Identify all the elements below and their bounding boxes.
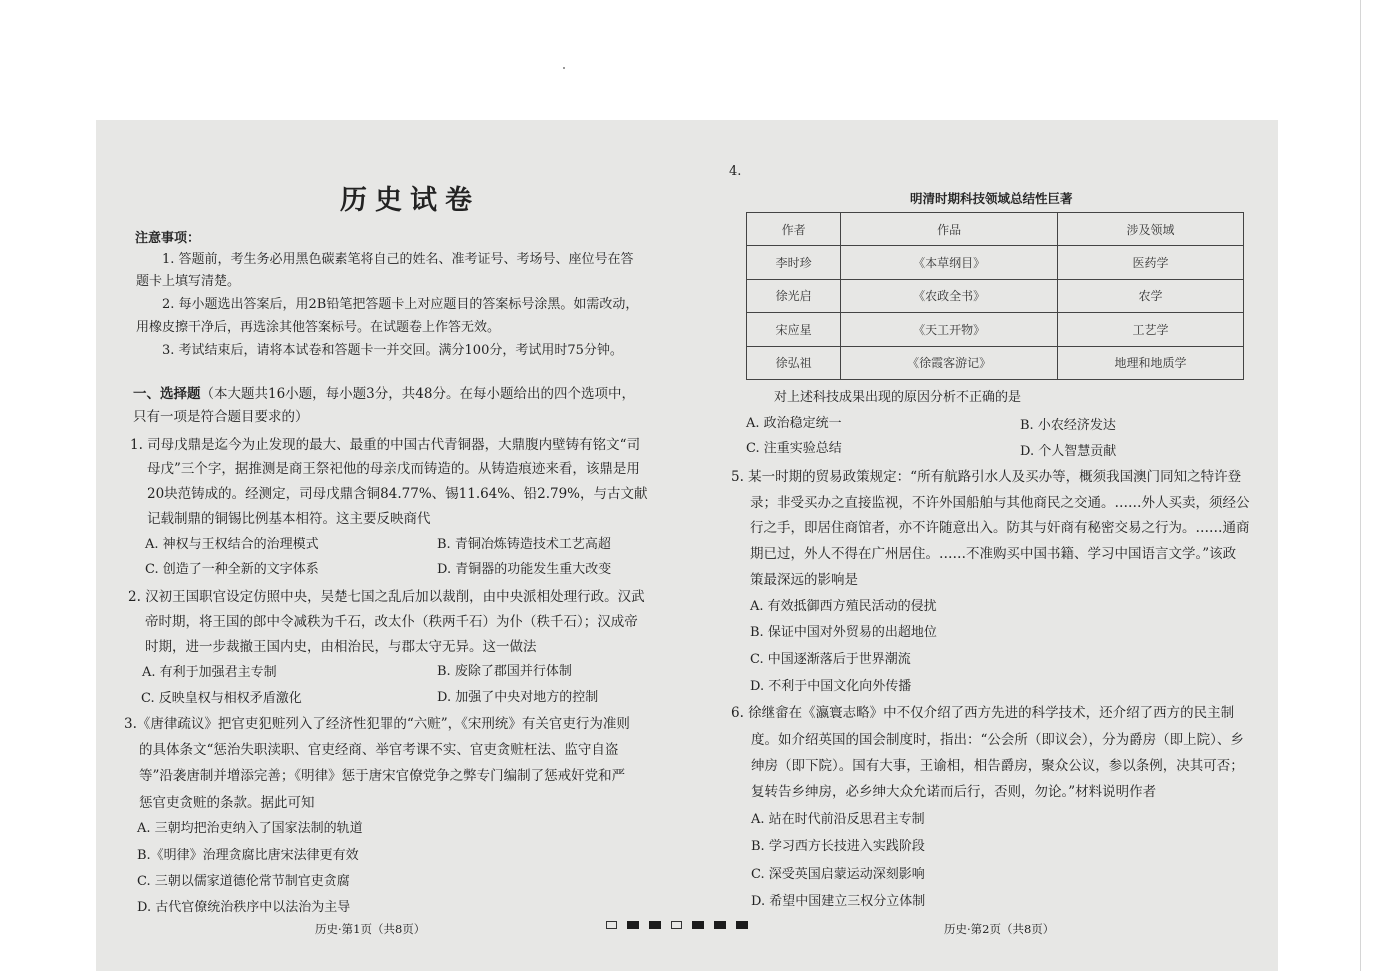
alignment-mark — [627, 921, 639, 929]
q2-stem: 帝时期，将王国的郎中令减秩为千石，改太仆（秩两千石）为仆（秩千石）；汉成帝 — [145, 614, 638, 630]
q3-option-d: D. 古代官僚统治秩序中以法治为主导 — [137, 900, 351, 915]
q1-stem: 20块范铸成的。经测定，司母戊鼎含铜84.77%、锡11.64%、铅2.79%，与古文献 — [147, 486, 648, 502]
q6-option-b: B. 学习西方长技进入实践阶段 — [751, 839, 925, 854]
q6-stem: 复转告乡绅房，必乡绅大众允诺而后行，否则，勿论。”材料说明作者 — [751, 784, 1157, 800]
q5-option-d: D. 不利于中国文化向外传播 — [750, 679, 912, 694]
q1-option-d: D. 青铜器的功能发生重大改变 — [437, 562, 612, 577]
q4-option-d: D. 个人智慧贡献 — [1020, 444, 1117, 459]
alignment-mark — [692, 921, 704, 929]
table-header-cell: 涉及领域 — [1057, 213, 1243, 246]
q1-option-b: B. 青铜冶炼铸造技术工艺高超 — [437, 537, 611, 552]
q1-stem: 1. 司母戊鼎是迄今为止发现的最大、最重的中国古代青铜器，大鼎腹内壁铸有铭文“司 — [130, 437, 641, 453]
q1-option-c: C. 创造了一种全新的文字体系 — [145, 562, 319, 577]
q5-option-a: A. 有效抵御西方殖民活动的侵扰 — [750, 599, 937, 614]
q1-option-a: A. 神权与王权结合的治理模式 — [145, 537, 319, 552]
q5-stem: 行之手，即居住商馆者，亦不许随意出入。防其与奸商有秘密交易之行为。……通商 — [750, 520, 1250, 536]
page-edge — [1360, 0, 1375, 971]
table-row — [747, 246, 1244, 279]
q3-stem: 惩官吏贪赃的条款。据此可知 — [139, 795, 315, 811]
alignment-mark — [649, 921, 661, 929]
table-cell: 工艺学 — [1057, 313, 1243, 346]
q3-option-b: B.《明律》治理贪腐比唐宋法律更有效 — [137, 848, 359, 863]
table-cell: 医药学 — [1057, 246, 1243, 279]
alignment-marks — [606, 921, 748, 929]
q3-stem: 等”沿袭唐制并增添完善；《明律》惩于唐宋官僚党争之弊专门编制了惩戒奸党和严 — [139, 768, 626, 784]
q3-option-c: C. 三朝以儒家道德伦常节制官吏贪腐 — [137, 874, 350, 889]
table-cell: 农学 — [1057, 279, 1243, 312]
q4-option-b: B. 小农经济发达 — [1020, 418, 1116, 433]
q2-option-b: B. 废除了郡国并行体制 — [437, 664, 572, 679]
notice-line: 题卡上填写清楚。 — [136, 274, 241, 289]
speck — [563, 67, 565, 69]
table-cell: 《农政全书》 — [841, 279, 1058, 312]
q5-option-b: B. 保证中国对外贸易的出超地位 — [750, 625, 937, 640]
notice-line: 1. 答题前，考生务必用黑色碳素笔将自己的姓名、准考证号、考场号、座位号在答 — [162, 252, 634, 267]
notice-line: 2. 每小题选出答案后，用2B铅笔把答题卡上对应题目的答案标号涂黑。如需改动， — [162, 297, 639, 312]
notice-line: 用橡皮擦干净后，再选涂其他答案标号。在试题卷上作答无效。 — [136, 320, 501, 335]
table-cell: 宋应星 — [747, 313, 841, 346]
q1-stem: 母戊”三个字，据推测是商王祭祀他的母亲戊而铸造的。从铸造痕迹来看，该鼎是用 — [147, 461, 640, 477]
q2-option-c: C. 反映皇权与相权矛盾激化 — [141, 691, 302, 706]
q6-stem: 绅房（即下院）。国有大事，王谕相，相告爵房，聚众公议，参以条例，决其可否； — [751, 758, 1244, 774]
table-cell: 《徐霞客游记》 — [841, 346, 1058, 379]
q2-stem: 时期，进一步裁撤王国内史，由相治民，与郡太守无异。这一做法 — [145, 639, 537, 655]
q4-table-title: 明清时期科技领域总结性巨著 — [910, 191, 1073, 206]
table-header-cell: 作品 — [841, 213, 1058, 246]
alignment-mark — [606, 921, 617, 929]
table-cell: 《本草纲目》 — [841, 246, 1058, 279]
q4-option-a: A. 政治稳定统一 — [746, 416, 842, 431]
alignment-mark — [714, 921, 726, 929]
section-desc: （本大题共16小题，每小题3分，共48分。在每小题给出的四个选项中， — [200, 386, 635, 402]
page-title: 历史试卷 — [340, 185, 480, 216]
q6-stem: 度。如介绍英国的国会制度时，指出：“公会所（即议会），分为爵房（即上院）、乡 — [751, 732, 1244, 748]
q3-stem: 3.《唐律疏议》把官吏犯赃列入了经济性犯罪的“六赃”，《宋刑统》有关官吏行为准则 — [124, 716, 630, 732]
table-row — [747, 313, 1244, 346]
q6-option-c: C. 深受英国启蒙运动深刻影响 — [751, 867, 925, 882]
q5-stem: 策最深远的影响是 — [750, 572, 858, 588]
notice-heading: 注意事项： — [135, 231, 201, 246]
q4-number: 4. — [729, 164, 742, 179]
q1-stem: 记载制鼎的铜锡比例基本相符。这主要反映商代 — [147, 511, 431, 527]
section-desc-cont: 只有一项是符合题目要求的） — [133, 409, 309, 425]
table-cell: 徐光启 — [747, 279, 841, 312]
q5-stem: 5. 某一时期的贸易政策规定：“所有航路引水人及买办等，概须我国澳门同知之特许登 — [731, 469, 1242, 485]
table-cell: 徐弘祖 — [747, 346, 841, 379]
q6-option-d: D. 希望中国建立三权分立体制 — [751, 894, 926, 909]
section-heading: 一、选择题 — [133, 386, 201, 402]
footer-page-left: 历史·第1页（共8页） — [315, 922, 426, 936]
alignment-mark — [671, 921, 682, 929]
q5-stem: 录；非受买办之直接监视，不许外国船舶与其他商民之交通。……外人买卖，须经公 — [750, 495, 1250, 511]
alignment-mark — [736, 921, 748, 929]
q2-option-d: D. 加强了中央对地方的控制 — [437, 690, 599, 705]
table-header-cell: 作者 — [747, 213, 841, 246]
q2-stem: 2. 汉初王国职官设定仿照中央，吴楚七国之乱后加以裁削，由中央派相处理行政。汉武 — [128, 589, 645, 605]
q4-stem: 对上述科技成果出现的原因分析不正确的是 — [774, 390, 1022, 405]
q3-stem: 的具体条文“惩治失职渎职、官吏经商、举官考课不实、官吏贪赃枉法、监守自盗 — [139, 742, 619, 758]
table-row — [747, 346, 1244, 379]
table-header-row — [747, 213, 1244, 246]
q5-stem: 期已过，外人不得在广州居住。……不准购买中国书籍、学习中国语言文学。”该政 — [750, 546, 1237, 562]
q5-option-c: C. 中国逐渐落后于世界潮流 — [750, 652, 911, 667]
table-cell: 地理和地质学 — [1057, 346, 1243, 379]
q2-option-a: A. 有利于加强君主专制 — [142, 665, 277, 680]
q4-table — [746, 212, 1244, 380]
q6-stem: 6. 徐继畲在《瀛寰志略》中不仅介绍了西方先进的科学技术，还介绍了西方的民主制 — [731, 705, 1235, 721]
q4-option-c: C. 注重实验总结 — [746, 441, 842, 456]
notice-line: 3. 考试结束后，请将本试卷和答题卡一并交回。满分100分，考试用时75分钟。 — [162, 343, 623, 358]
table-cell: 《天工开物》 — [841, 313, 1058, 346]
q6-option-a: A. 站在时代前沿反思君主专制 — [751, 812, 925, 827]
q3-option-a: A. 三朝均把治吏纳入了国家法制的轨道 — [137, 821, 363, 836]
table-cell: 李时珍 — [747, 246, 841, 279]
footer-page-right: 历史·第2页（共8页） — [944, 922, 1055, 936]
table-row — [747, 279, 1244, 312]
